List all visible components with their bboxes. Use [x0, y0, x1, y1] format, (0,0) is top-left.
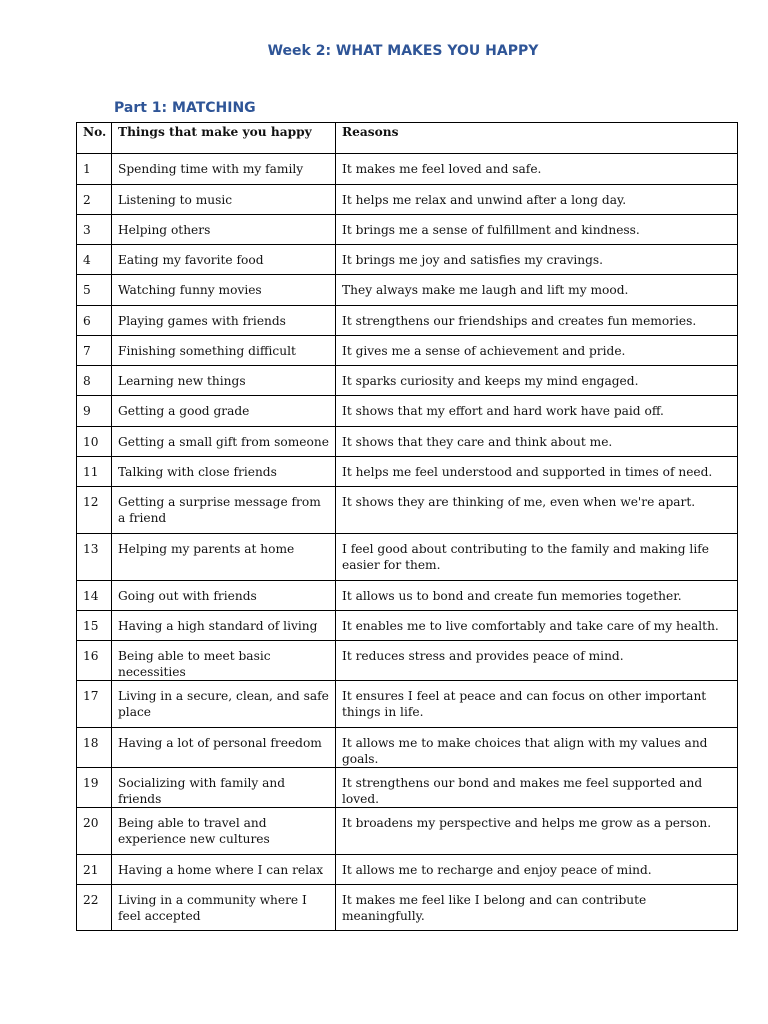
table-row — [77, 534, 738, 581]
thing-cell: Having a lot of personal freedom — [112, 728, 336, 768]
row-number-cell: 16 — [77, 641, 112, 681]
thing-cell: Talking with close friends — [112, 457, 336, 487]
row-number-cell: 1 — [77, 154, 112, 185]
row-number-cell: 10 — [77, 427, 112, 457]
table-row — [77, 396, 738, 427]
table-row — [77, 457, 738, 487]
table-row — [77, 611, 738, 641]
row-number-cell: 12 — [77, 487, 112, 534]
table-row — [77, 487, 738, 534]
reason-cell: It makes me feel like I belong and can contribute meaningfully. — [336, 885, 738, 931]
row-number-cell: 17 — [77, 681, 112, 728]
row-number-cell: 18 — [77, 728, 112, 768]
reason-cell: It brings me joy and satisfies my cravings. — [336, 245, 738, 275]
thing-cell: Eating my favorite food — [112, 245, 336, 275]
row-number-cell: 21 — [77, 855, 112, 885]
reason-cell: It sparks curiosity and keeps my mind engaged. — [336, 366, 738, 396]
table-row — [77, 154, 738, 185]
reason-cell: It broadens my perspective and helps me grow as a person. — [336, 808, 738, 855]
thing-cell: Getting a surprise message from a friend — [112, 487, 336, 534]
row-number-cell: 22 — [77, 885, 112, 931]
reason-cell: It gives me a sense of achievement and pride. — [336, 336, 738, 366]
reason-cell: I feel good about contributing to the family and making life easier for them. — [336, 534, 738, 581]
table-row — [77, 681, 738, 728]
section-title: Part 1: MATCHING — [114, 100, 256, 116]
thing-cell: Having a high standard of living — [112, 611, 336, 641]
column-header-reasons: Reasons — [336, 123, 738, 154]
reason-cell: They always make me laugh and lift my mood. — [336, 275, 738, 306]
thing-cell: Having a home where I can relax — [112, 855, 336, 885]
table-row — [77, 185, 738, 215]
row-number-cell: 4 — [77, 245, 112, 275]
row-number-cell: 11 — [77, 457, 112, 487]
table-row — [77, 245, 738, 275]
thing-cell: Living in a secure, clean, and safe place — [112, 681, 336, 728]
thing-cell: Being able to travel and experience new cultures — [112, 808, 336, 855]
table-row — [77, 336, 738, 366]
reason-cell: It reduces stress and provides peace of mind. — [336, 641, 738, 681]
row-number-cell: 19 — [77, 768, 112, 808]
thing-cell: Socializing with family and friends — [112, 768, 336, 808]
column-header-things: Things that make you happy — [112, 123, 336, 154]
reason-cell: It shows they are thinking of me, even when we're apart. — [336, 487, 738, 534]
thing-cell: Helping my parents at home — [112, 534, 336, 581]
row-number-cell: 8 — [77, 366, 112, 396]
thing-cell: Getting a good grade — [112, 396, 336, 427]
table-row — [77, 366, 738, 396]
column-header-number: No. — [77, 123, 112, 154]
thing-cell: Helping others — [112, 215, 336, 245]
table-row — [77, 768, 738, 808]
table-row — [77, 641, 738, 681]
row-number-cell: 15 — [77, 611, 112, 641]
thing-cell: Listening to music — [112, 185, 336, 215]
table-row — [77, 808, 738, 855]
thing-cell: Learning new things — [112, 366, 336, 396]
reason-cell: It helps me relax and unwind after a long day. — [336, 185, 738, 215]
table-row — [77, 728, 738, 768]
thing-cell: Being able to meet basic necessities — [112, 641, 336, 681]
row-number-cell: 6 — [77, 306, 112, 336]
row-number-cell: 9 — [77, 396, 112, 427]
reason-cell: It strengthens our friendships and creates fun memories. — [336, 306, 738, 336]
row-number-cell: 20 — [77, 808, 112, 855]
page-title: Week 2: WHAT MAKES YOU HAPPY — [267, 43, 539, 59]
reason-cell: It helps me feel understood and supported in times of need. — [336, 457, 738, 487]
row-number-cell: 13 — [77, 534, 112, 581]
table-row — [77, 855, 738, 885]
table-row — [77, 427, 738, 457]
thing-cell: Playing games with friends — [112, 306, 336, 336]
row-number-cell: 7 — [77, 336, 112, 366]
thing-cell: Going out with friends — [112, 581, 336, 611]
table-row — [77, 215, 738, 245]
table-body — [77, 154, 738, 931]
table-header-row — [77, 123, 738, 154]
thing-cell: Watching funny movies — [112, 275, 336, 306]
thing-cell: Finishing something difficult — [112, 336, 336, 366]
table-row — [77, 581, 738, 611]
row-number-cell: 2 — [77, 185, 112, 215]
reason-cell: It allows me to make choices that align with my values and goals. — [336, 728, 738, 768]
reason-cell: It shows that my effort and hard work have paid off. — [336, 396, 738, 427]
table-row — [77, 306, 738, 336]
row-number-cell: 5 — [77, 275, 112, 306]
reason-cell: It allows us to bond and create fun memories together. — [336, 581, 738, 611]
table-row — [77, 275, 738, 306]
thing-cell: Living in a community where I feel accepted — [112, 885, 336, 931]
reason-cell: It enables me to live comfortably and take care of my health. — [336, 611, 738, 641]
table-row — [77, 885, 738, 931]
reason-cell: It ensures I feel at peace and can focus on other important things in life. — [336, 681, 738, 728]
matching-table — [76, 122, 738, 931]
row-number-cell: 14 — [77, 581, 112, 611]
reason-cell: It makes me feel loved and safe. — [336, 154, 738, 185]
row-number-cell: 3 — [77, 215, 112, 245]
reason-cell: It strengthens our bond and makes me feel supported and loved. — [336, 768, 738, 808]
thing-cell: Getting a small gift from someone — [112, 427, 336, 457]
reason-cell: It brings me a sense of fulfillment and kindness. — [336, 215, 738, 245]
thing-cell: Spending time with my family — [112, 154, 336, 185]
reason-cell: It shows that they care and think about me. — [336, 427, 738, 457]
reason-cell: It allows me to recharge and enjoy peace of mind. — [336, 855, 738, 885]
